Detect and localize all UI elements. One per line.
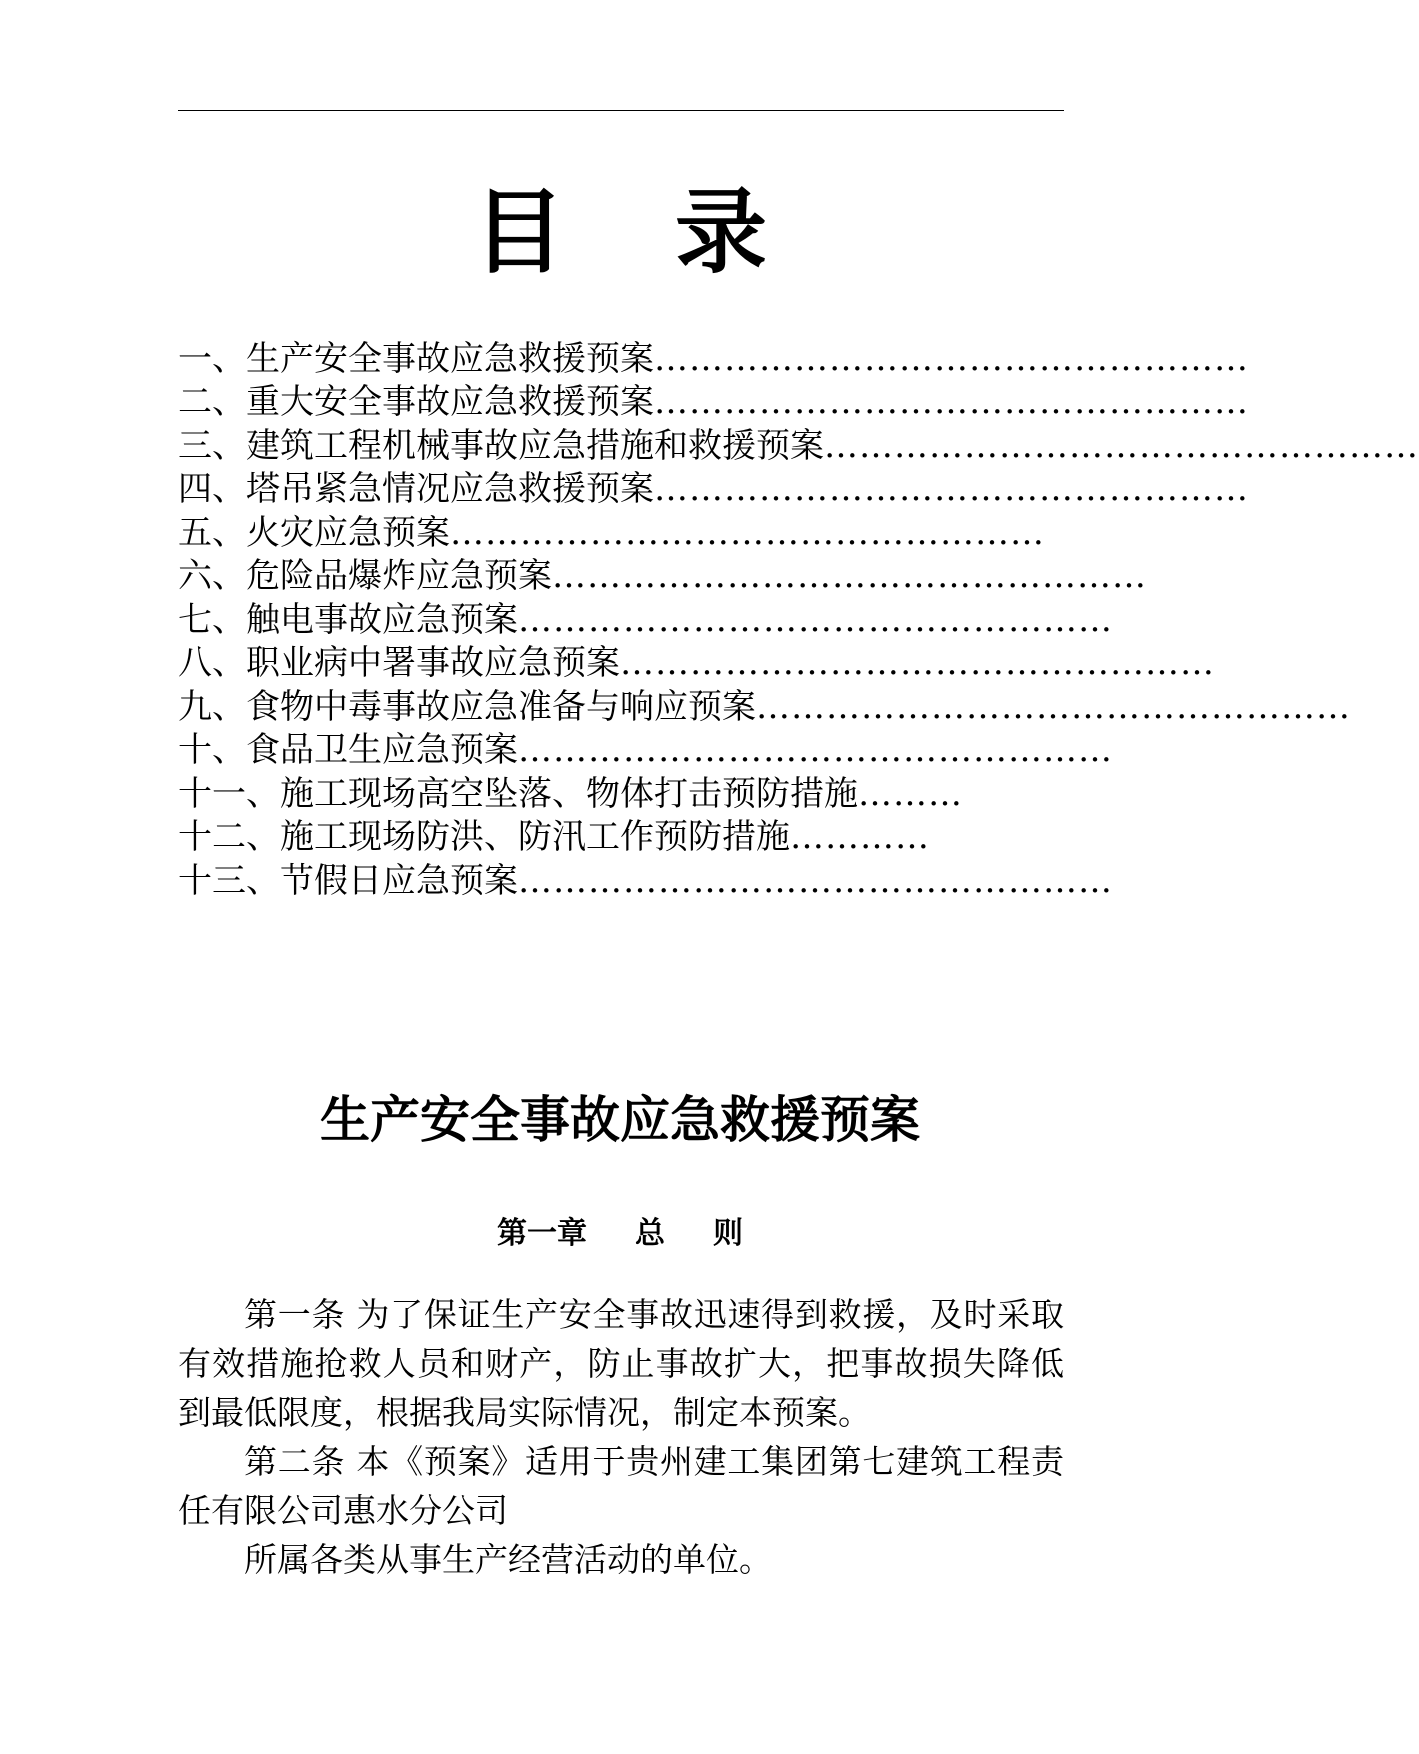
paragraph-continuation: 所属各类从事生产经营活动的单位。 [244,1540,772,1579]
toc-entry-leader: …………………………………………… [620,643,1215,684]
toc-entry[interactable] [178,772,1068,816]
toc-entry-leader: …………………………………………… [518,599,1113,640]
paragraph-article-2: 第二条 本《预案》适用于贵州建工集团第七建筑工程责任有限公司惠水分公司 [178,1442,1064,1530]
toc-entry-label: 十二、施工现场防洪、防汛工作预防措施 [178,817,790,858]
toc-entry-leader: …………………………………………… [450,512,1045,553]
toc-entry-leader: …………………………………………… [824,425,1419,466]
toc-title [0,178,1240,288]
toc-entry-label: 五、火灾应急预案 [178,512,450,553]
toc-entry[interactable] [178,816,1068,860]
toc-entry-label: 六、危险品爆炸应急预案 [178,556,552,597]
toc-entry-leader: …………………………………………… [552,556,1147,597]
chapter-body [178,1290,1064,1584]
table-of-contents [178,337,1419,903]
toc-entry[interactable] [178,859,1113,903]
toc-entry[interactable] [178,729,1113,773]
toc-entry-label: 十、食品卫生应急预案 [178,730,518,771]
header-rule [178,110,1064,111]
toc-entry-label: 十三、节假日应急预案 [178,860,518,901]
toc-entry-leader: …………………………………………… [518,730,1113,771]
chapter-title-char-2: 则 [713,1216,743,1251]
chapter-number: 第一章 [497,1216,587,1251]
toc-entry[interactable] [178,598,1113,642]
toc-title-char-1: 目 [472,179,565,286]
toc-entry-label: 三、建筑工程机械事故应急措施和救援预案 [178,425,824,466]
toc-entry[interactable] [178,468,1249,512]
toc-entry[interactable] [178,555,1147,599]
toc-entry-label: 八、职业病中署事故应急预案 [178,643,620,684]
toc-entry-label: 二、重大安全事故应急救援预案 [178,382,654,423]
toc-entry-leader: ………… [790,817,930,858]
toc-entry[interactable] [178,337,1249,381]
toc-entry-label: 四、塔吊紧急情况应急救援预案 [178,469,654,510]
toc-entry-label: 一、生产安全事故应急救援预案 [178,338,654,379]
toc-entry-label: 十一、施工现场高空坠落、物体打击预防措施 [178,773,858,814]
toc-entry[interactable] [178,685,1351,729]
toc-entry-leader: …………………………………………… [518,860,1113,901]
toc-title-char-2: 录 [675,179,768,286]
toc-entry-leader: …………………………………………… [654,338,1249,379]
toc-entry-leader: …………………………………………… [756,686,1351,727]
document-title: 生产安全事故应急救援预案 [320,1091,920,1149]
chapter-title-char-1: 总 [635,1216,665,1251]
toc-entry-label: 九、食物中毒事故应急准备与响应预案 [178,686,756,727]
toc-entry-leader: …………………………………………… [654,382,1249,423]
toc-entry[interactable] [178,511,1068,555]
toc-entry-leader: …………………………………………… [654,469,1249,510]
paragraph-article-1: 第一条 为了保证生产安全事故迅速得到救援，及时采取有效措施抢救人员和财产，防止事故扩大，把事故损失降低到最低限度，根据我局实际情况，制定本预案。 [178,1295,1064,1432]
chapter-heading [0,1205,1240,1255]
toc-entry-label: 七、触电事故应急预案 [178,599,518,640]
toc-entry[interactable] [178,424,1419,468]
toc-entry[interactable] [178,642,1215,686]
toc-entry-leader: ……… [858,773,963,814]
toc-entry[interactable] [178,381,1249,425]
